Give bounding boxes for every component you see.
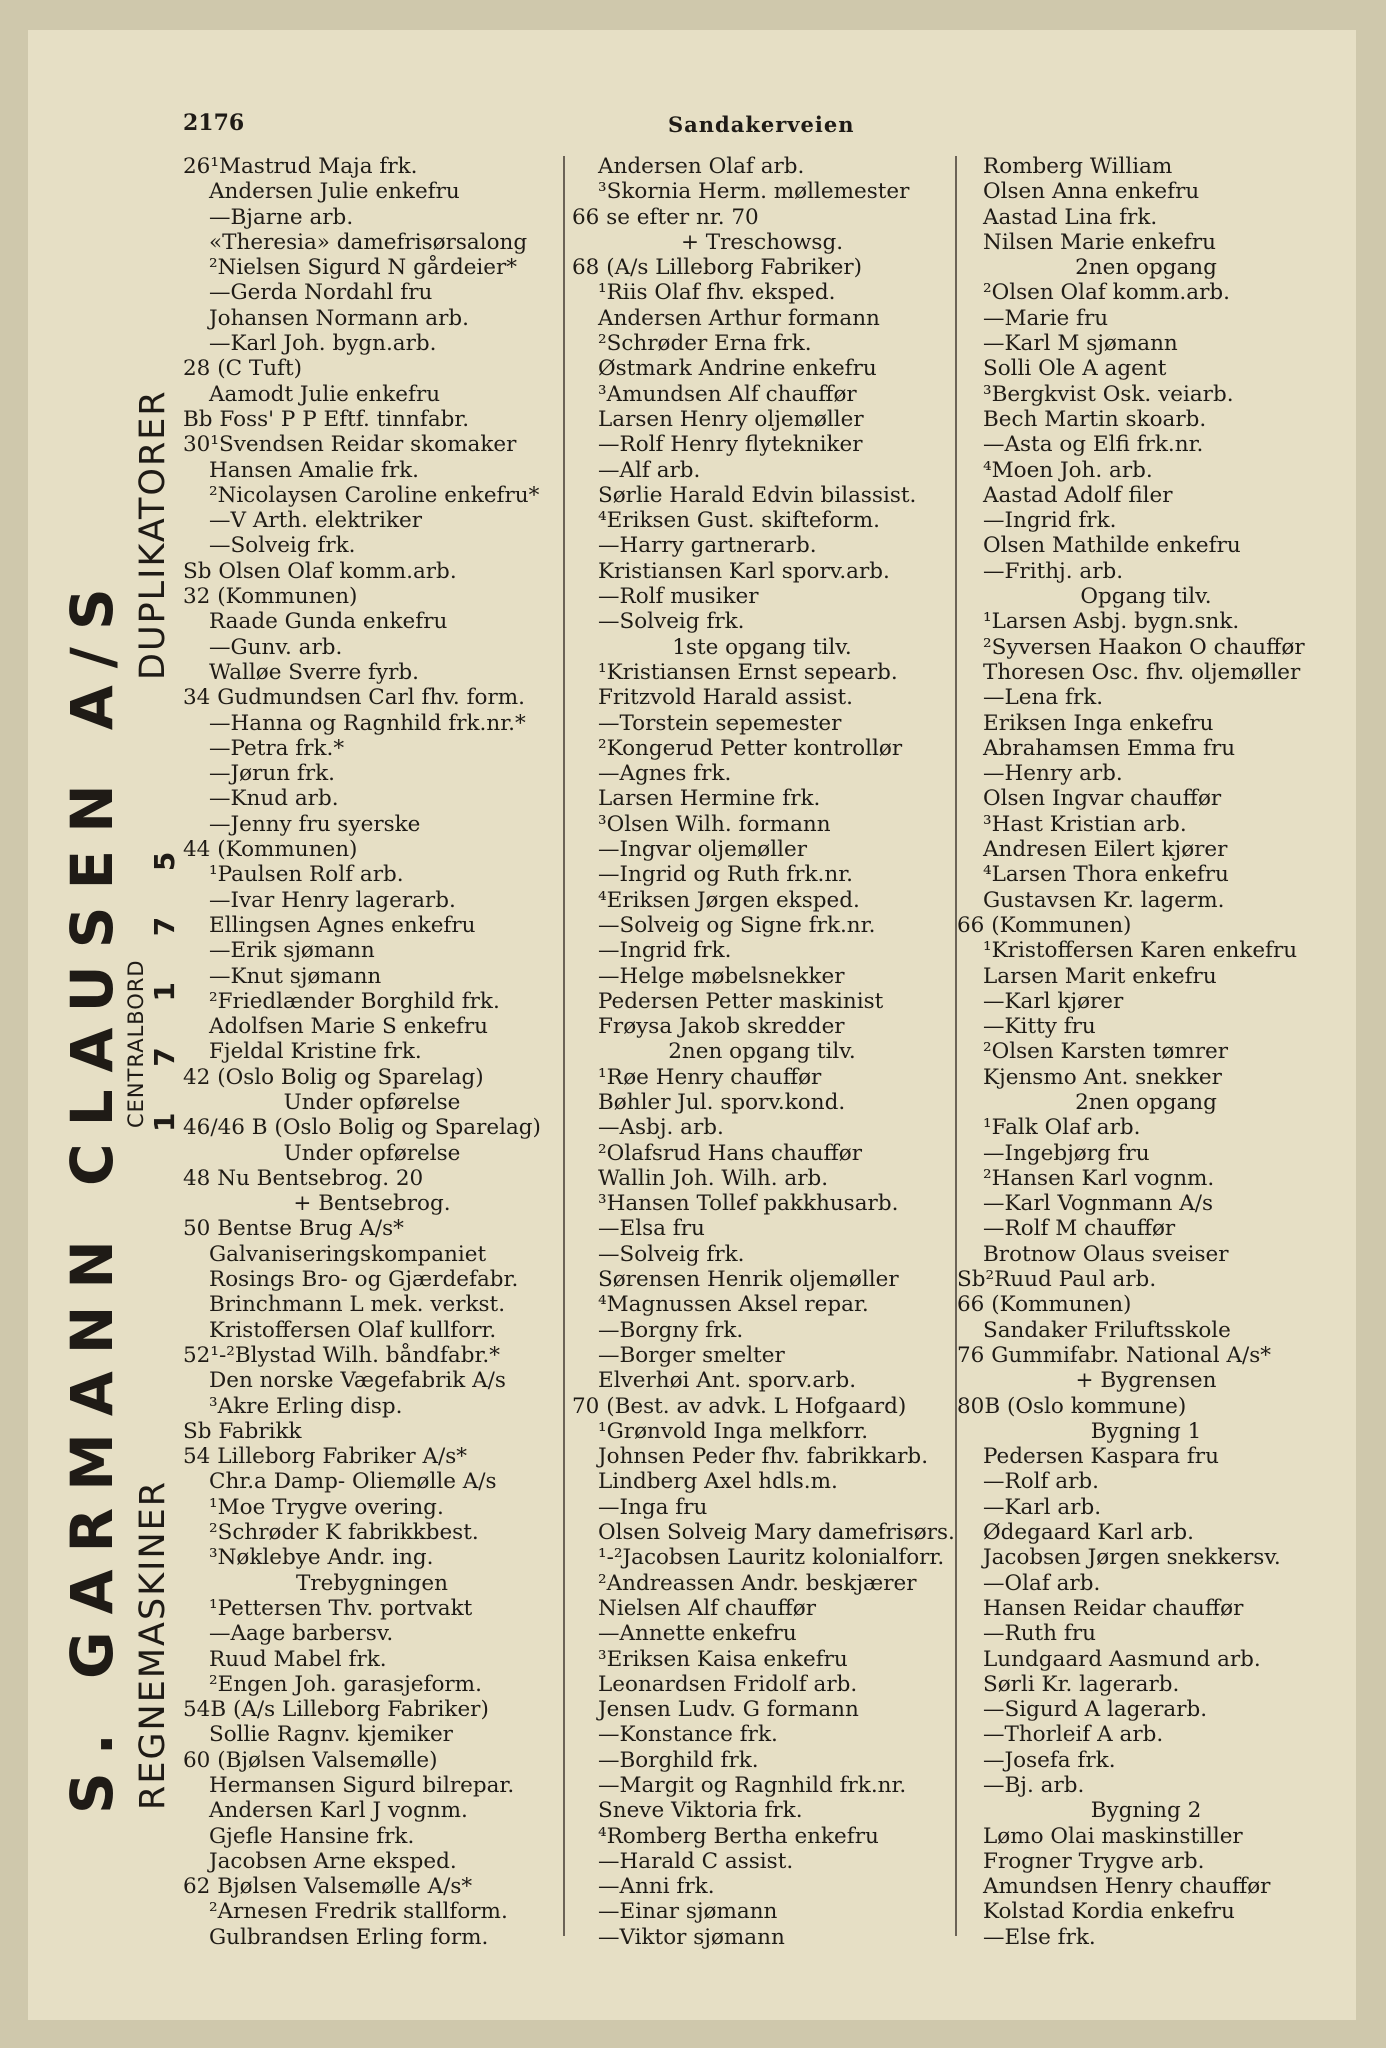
directory-entry: —Anni frk. (598, 1874, 715, 1900)
directory-entry: —Konstance frk. (598, 1722, 778, 1748)
directory-entry: ¹Larsen Asbj. bygn.snk. (983, 609, 1240, 635)
directory-entry: —Asta og Elfi frk.nr. (983, 432, 1204, 458)
directory-entry: ⁴Romberg Bertha enkefru (598, 1823, 879, 1849)
directory-entry: Under opførelse (283, 1140, 461, 1166)
directory-entry: —Josefa frk. (983, 1747, 1116, 1773)
directory-entry: —Torstein sepemester (598, 710, 842, 736)
directory-entry: —Solveig frk. (209, 533, 356, 559)
directory-entry: —Asbj. arb. (598, 1115, 724, 1141)
directory-entry: ¹-²Jacobsen Lauritz kolonialforr. (598, 1545, 945, 1571)
directory-entry: Kristiansen Karl sporv.arb. (598, 558, 890, 584)
column-2 (572, 154, 955, 1950)
directory-entry: Abrahamsen Emma fru (983, 735, 1236, 761)
directory-entry: 1ste opgang tilv. (672, 634, 852, 660)
directory-entry: Andersen Julie enkefru (209, 179, 460, 205)
directory-entry: Gjefle Hansine frk. (209, 1823, 415, 1849)
directory-entry: 48 Nu Bentsebrog. 20 (183, 1165, 424, 1191)
directory-entry: Johansen Normann arb. (209, 305, 469, 331)
directory-entry: ³Akre Erling disp. (209, 1393, 403, 1419)
directory-entry: Frogner Trygve arb. (983, 1848, 1205, 1874)
directory-entry: Walløe Sverre fyrb. (209, 659, 419, 685)
directory-entry: —Knut sjømann (209, 963, 382, 989)
directory-entry: 30¹Svendsen Reidar skomaker (183, 432, 517, 458)
directory-entry: Opgang tilv. (1080, 584, 1212, 610)
directory-entry: ¹Paulsen Rolf arb. (209, 862, 404, 888)
directory-entry: Larsen Henry oljemøller (598, 406, 864, 432)
directory-entry: Fjeldal Kristine frk. (209, 1039, 422, 1065)
directory-entry: Aastad Adolf filer (983, 482, 1173, 508)
directory-entry: —Solveig og Signe frk.nr. (598, 912, 876, 938)
directory-entry: Hansen Amalie frk. (209, 457, 419, 483)
directory-entry: Aamodt Julie enkefru (209, 381, 441, 407)
directory-entry: Sandaker Friluftsskole (983, 1317, 1231, 1343)
directory-entry: Bøhler Jul. sporv.kond. (598, 1089, 846, 1115)
directory-entry: ³Bergkvist Osk. veiarb. (983, 381, 1234, 407)
directory-entry: + Treschowsg. (680, 229, 844, 255)
directory-entry: Fritzvold Harald assist. (598, 685, 854, 711)
directory-entry: 52¹-²Blystad Wilh. båndfabr.* (183, 1342, 500, 1368)
directory-entry: —Henry arb. (983, 761, 1123, 787)
directory-entry: Sørlie Harald Edvin bilassist. (598, 482, 917, 508)
directory-entry: Brinchmann L mek. verkst. (209, 1292, 506, 1318)
directory-entry: ²Olsen Karsten tømrer (983, 1039, 1229, 1065)
directory-entry: Den norske Vægefabrik A/s (209, 1368, 506, 1394)
directory-entry: Sørli Kr. lagerarb. (983, 1671, 1180, 1697)
directory-entry: Pedersen Petter maskinist (598, 988, 884, 1014)
directory-entry: ³Hast Kristian arb. (983, 811, 1187, 837)
directory-entry: Olsen Solveig Mary damefrisørs. (598, 1520, 955, 1546)
directory-entry: Jacobsen Jørgen snekkersv. (983, 1545, 1281, 1571)
directory-entry: ⁴Eriksen Gust. skifteform. (598, 508, 880, 534)
directory-entry: ²Schrøder K fabrikkbest. (209, 1520, 479, 1546)
directory-entry: ²Friedlænder Borghild frk. (209, 988, 500, 1014)
directory-entry: Amundsen Henry chauffør (983, 1874, 1271, 1900)
directory-entry: Chr.a Damp- Oliemølle A/s (209, 1469, 497, 1495)
advert-switchboard: CENTRALBORD (124, 959, 148, 1128)
directory-entry: 68 (A/s Lilleborg Fabriker) (572, 255, 863, 281)
directory-entry: ¹Moe Trygve overing. (209, 1494, 444, 1520)
directory-entry: 60 (Bjølsen Valsemølle) (183, 1747, 438, 1773)
directory-entry: —Annette enkefru (598, 1621, 797, 1647)
directory-entry: 66 se efter nr. 70 (572, 204, 759, 230)
directory-entry: —Ingrid frk. (598, 938, 732, 964)
directory-entry: Kolstad Kordia enkefru (983, 1899, 1235, 1925)
directory-entry: Rosings Bro- og Gjærdefabr. (209, 1267, 519, 1293)
directory-entry: —Karl Vognmann A/s (983, 1191, 1214, 1217)
directory-entry: Lundgaard Aasmund arb. (983, 1646, 1261, 1672)
directory-entry: —Ingrid og Ruth frk.nr. (598, 862, 853, 888)
directory-entry: Andersen Karl J vognm. (209, 1798, 468, 1824)
directory-entry: Galvaniseringskompaniet (209, 1241, 487, 1267)
directory-entry: Ellingsen Agnes enkefru (209, 912, 476, 938)
directory-entry: —Bjarne arb. (209, 204, 354, 230)
directory-entry: ¹Røe Henry chauffør (598, 1064, 822, 1090)
directory-entry: —Viktor sjømann (598, 1924, 785, 1950)
directory-entry: Wallin Joh. Wilh. arb. (598, 1165, 829, 1191)
directory-entry: 34 Gudmundsen Carl fhv. form. (183, 685, 525, 711)
directory-entry: —Borghild frk. (598, 1747, 759, 1773)
directory-entry: 46/46 B (Oslo Bolig og Sparelag) (183, 1115, 541, 1141)
directory-entry: Larsen Hermine frk. (598, 786, 821, 812)
directory-entry: —Ivar Henry lagerarb. (209, 887, 456, 913)
directory-entry: Hermansen Sigurd bilrepar. (209, 1773, 515, 1798)
directory-entry: 26¹Mastrud Maja frk. (183, 154, 418, 179)
directory-entry: —Rolf arb. (983, 1469, 1099, 1495)
street-heading: Sandakerveien (668, 112, 855, 137)
directory-entry: 62 Bjølsen Valsemølle A/s* (183, 1874, 473, 1900)
column-3 (957, 154, 1335, 1950)
directory-entry: ²Nicolaysen Caroline enkefru* (209, 482, 540, 508)
directory-entry: Østmark Andrine enkefru (598, 356, 877, 382)
directory-entry: 2nen opgang (1075, 255, 1217, 281)
directory-entry: ³Skornia Herm. møllemester (598, 179, 910, 205)
directory-entry: —V Arth. elektriker (209, 508, 422, 534)
directory-entry: Sb²Ruud Paul arb. (957, 1267, 1157, 1293)
directory-entry: ¹Grønvold Inga melkforr. (598, 1418, 869, 1444)
directory-entry: ²Schrøder Erna frk. (598, 331, 812, 357)
page-number: 2176 (183, 110, 245, 136)
directory-entry: —Jenny fru syerske (209, 811, 421, 837)
directory-entry: —Karl kjører (983, 988, 1124, 1014)
directory-entry: Johnsen Peder fhv. fabrikkarb. (598, 1444, 929, 1470)
directory-entry: Sørensen Henrik oljemøller (598, 1267, 899, 1293)
directory-entry: ³Nøklebye Andr. ing. (209, 1545, 434, 1571)
directory-entry: Lindberg Axel hdls.m. (598, 1469, 838, 1495)
directory-entry: Bygning 2 (1090, 1798, 1202, 1824)
directory-entry: ⁴Eriksen Jørgen eksped. (598, 887, 860, 913)
advert-duplicators: DUPLIKATORER (133, 389, 173, 680)
directory-entry: —Hanna og Ragnhild frk.nr.* (209, 710, 526, 736)
directory-entry: ³Hansen Tollef pakkhusarb. (598, 1191, 899, 1217)
directory-entry: Gulbrandsen Erling form. (209, 1924, 489, 1950)
directory-entry: Thoresen Osc. fhv. oljemøller (983, 659, 1301, 685)
directory-entry: ²Kongerud Petter kontrollør (598, 735, 903, 761)
directory-entry: —Olaf arb. (983, 1570, 1101, 1596)
advert-phone: 1 7 1 7 5 (148, 833, 181, 1132)
directory-entry: Frøysa Jakob skredder (598, 1014, 845, 1040)
directory-entry: Kjensmo Ant. snekker (983, 1064, 1222, 1090)
advert-calculators: REGNEMASKINER (133, 1479, 173, 1810)
directory-entry: 2nen opgang tilv. (668, 1039, 856, 1065)
directory-entry: Andersen Arthur formann (598, 305, 880, 331)
directory-entry: —Ruth fru (983, 1621, 1096, 1647)
directory-entry: —Borgny frk. (598, 1317, 744, 1343)
directory-entry: 54 Lilleborg Fabriker A/s* (183, 1444, 468, 1470)
directory-entry: Jensen Ludv. G formann (598, 1697, 859, 1723)
directory-entry: Olsen Ingvar chauffør (983, 786, 1222, 812)
directory-entry: Trebygningen (296, 1570, 448, 1596)
directory-entry: Adolfsen Marie S enkefru (209, 1014, 489, 1040)
directory-entry: Elverhøi Ant. sporv.arb. (598, 1368, 857, 1394)
directory-entry: ¹Pettersen Thv. portvakt (209, 1595, 473, 1621)
directory-entry: ²Hansen Karl vognm. (983, 1165, 1215, 1191)
advert-brand: S. GARMANN CLAUSEN A/S (58, 571, 126, 1814)
directory-entry: —Karl Joh. bygn.arb. (209, 331, 437, 357)
directory-entry: —Erik sjømann (209, 938, 375, 964)
directory-entry: Ruud Mabel frk. (209, 1646, 387, 1672)
directory-entry: Bb Foss' P P Eftf. tinnfabr. (183, 406, 470, 432)
directory-entry: —Bj. arb. (983, 1773, 1085, 1798)
directory-entry: —Solveig frk. (598, 1241, 745, 1267)
directory-entry: ³Eriksen Kaisa enkefru (598, 1646, 848, 1672)
directory-entry: Andersen Olaf arb. (598, 154, 805, 179)
directory-entry: —Jørun frk. (209, 761, 335, 787)
directory-entry: Nilsen Marie enkefru (983, 229, 1216, 255)
directory-entry: ¹Riis Olaf fhv. eksped. (598, 280, 836, 306)
directory-entry: Olsen Anna enkefru (983, 179, 1200, 205)
directory-entry: + Bentsebrog. (293, 1191, 451, 1217)
directory-entry: —Elsa fru (598, 1216, 705, 1242)
directory-entry: ⁴Larsen Thora enkefru (983, 862, 1229, 888)
directory-entry: 42 (Oslo Bolig og Sparelag) (183, 1064, 484, 1090)
directory-entry: —Rolf M chauffør (983, 1216, 1176, 1242)
directory-entry: —Thorleif A arb. (983, 1722, 1164, 1748)
column-1 (183, 154, 561, 1950)
directory-entry: —Ingvar oljemøller (598, 837, 807, 863)
directory-entry: —Else frk. (983, 1924, 1096, 1950)
directory-entry: Kristoffersen Olaf kullforr. (209, 1317, 497, 1343)
directory-entry: ²Andreassen Andr. beskjærer (598, 1570, 917, 1596)
directory-entry: —Agnes frk. (598, 761, 732, 787)
directory-entry: Larsen Marit enkefru (983, 963, 1217, 989)
directory-entry: Gustavsen Kr. lagerm. (983, 887, 1225, 913)
directory-entry: ³Olsen Wilh. formann (598, 811, 831, 837)
directory-entry: Raade Gunda enkefru (209, 609, 448, 635)
directory-entry: 2nen opgang (1075, 1089, 1217, 1115)
column-divider (563, 156, 565, 1936)
directory-entry: —Petra frk.* (209, 735, 345, 761)
directory-entry: ²Syversen Haakon O chauffør (983, 634, 1305, 660)
directory-entry: Pedersen Kaspara fru (983, 1444, 1219, 1470)
directory-entry: ²Olsen Olaf komm.arb. (983, 280, 1230, 306)
directory-entry: Brotnow Olaus sveiser (983, 1241, 1229, 1267)
directory-entry: Bech Martin skoarb. (983, 406, 1207, 432)
directory-entry: Aastad Lina frk. (983, 204, 1158, 230)
directory-entry: Solli Ole A agent (983, 356, 1167, 382)
directory-entry: —Karl arb. (983, 1494, 1102, 1520)
directory-entry: Sb Fabrikk (183, 1418, 302, 1444)
directory-entry: Bygning 1 (1090, 1418, 1202, 1444)
directory-entry: —Alf arb. (598, 457, 701, 483)
directory-entry: Ødegaard Karl arb. (983, 1520, 1194, 1546)
directory-entry: Nielsen Alf chauffør (598, 1595, 816, 1621)
directory-entry: Under opførelse (283, 1089, 461, 1115)
directory-entry: ²Olafsrud Hans chauffør (598, 1140, 862, 1166)
directory-entry: —Sigurd A lagerarb. (983, 1697, 1208, 1723)
directory-entry: Sb Olsen Olaf komm.arb. (183, 558, 457, 584)
directory-entry: —Ingebjørg fru (983, 1140, 1150, 1166)
directory-entry: —Marie fru (983, 305, 1109, 331)
directory-entry: —Inga fru (598, 1494, 708, 1520)
directory-entry: —Helge møbelsnekker (598, 963, 845, 989)
directory-entry: —Frithj. arb. (983, 558, 1124, 584)
directory-entry: 70 (Best. av advk. L Hofgaard) (572, 1393, 907, 1419)
directory-entry: Romberg William (983, 154, 1173, 179)
directory-entry: 66 (Kommunen) (957, 1292, 1132, 1318)
directory-entry: «Theresia» damefrisørsalong (209, 229, 528, 255)
directory-entry: Jacobsen Arne eksped. (209, 1848, 457, 1874)
directory-entry: ¹Falk Olaf arb. (983, 1115, 1141, 1141)
directory-entry: ²Engen Joh. garasjeform. (209, 1671, 482, 1697)
directory-entry: —Aage barbersv. (209, 1621, 394, 1647)
directory-entry: —Borger smelter (598, 1342, 785, 1368)
directory-entry: ²Arnesen Fredrik stallform. (209, 1899, 508, 1925)
directory-entry: 66 (Kommunen) (957, 912, 1132, 938)
directory-entry: 32 (Kommunen) (183, 584, 358, 610)
directory-entry: + Bygrensen (1075, 1368, 1217, 1394)
directory-entry: ³Amundsen Alf chauffør (598, 381, 857, 407)
directory-entry: 76 Gummifabr. National A/s* (957, 1342, 1272, 1368)
directory-entry: Lømo Olai maskinstiller (983, 1823, 1243, 1849)
directory-entry: Hansen Reidar chauffør (983, 1595, 1244, 1621)
directory-entry: 44 (Kommunen) (183, 837, 358, 863)
directory-entry: —Solveig frk. (598, 609, 745, 635)
directory-entry: —Harry gartnerarb. (598, 533, 817, 559)
directory-entry: ⁴Moen Joh. arb. (983, 457, 1153, 483)
directory-entry: —Rolf Henry flytekniker (598, 432, 863, 458)
directory-entry: Leonardsen Fridolf arb. (598, 1671, 858, 1697)
directory-entry: —Gunv. arb. (209, 634, 343, 660)
directory-entry: ⁴Magnussen Aksel repar. (598, 1292, 869, 1318)
directory-entry: —Karl M sjømann (983, 331, 1178, 357)
directory-entry: 54B (A/s Lilleborg Fabriker) (183, 1697, 489, 1723)
directory-entry: 50 Bentse Brug A/s* (183, 1216, 404, 1242)
directory-entry: —Ingrid frk. (983, 508, 1117, 534)
directory-entry: —Einar sjømann (598, 1899, 778, 1925)
directory-entry: —Knud arb. (209, 786, 339, 812)
directory-entry: Eriksen Inga enkefru (983, 710, 1214, 736)
directory-entry: —Lena frk. (983, 685, 1104, 711)
directory-entry: Sneve Viktoria frk. (598, 1798, 803, 1824)
directory-entry: ¹Kristoffersen Karen enkefru (983, 938, 1298, 964)
directory-entry: —Margit og Ragnhild frk.nr. (598, 1773, 907, 1798)
directory-entry: ²Nielsen Sigurd N gårdeier* (209, 255, 518, 281)
directory-entry: 28 (C Tuft) (183, 356, 303, 382)
directory-entry: 80B (Oslo kommune) (957, 1393, 1187, 1419)
directory-entry: ¹Kristiansen Ernst sepearb. (598, 659, 898, 685)
directory-entry: —Harald C assist. (598, 1848, 794, 1874)
directory-entry: —Rolf musiker (598, 584, 759, 610)
directory-entry: Sollie Ragnv. kjemiker (209, 1722, 453, 1748)
directory-entry: —Gerda Nordahl fru (209, 280, 433, 306)
directory-entry: Andresen Eilert kjører (983, 837, 1228, 863)
directory-entry: Olsen Mathilde enkefru (983, 533, 1241, 559)
directory-entry: —Kitty fru (983, 1014, 1096, 1040)
